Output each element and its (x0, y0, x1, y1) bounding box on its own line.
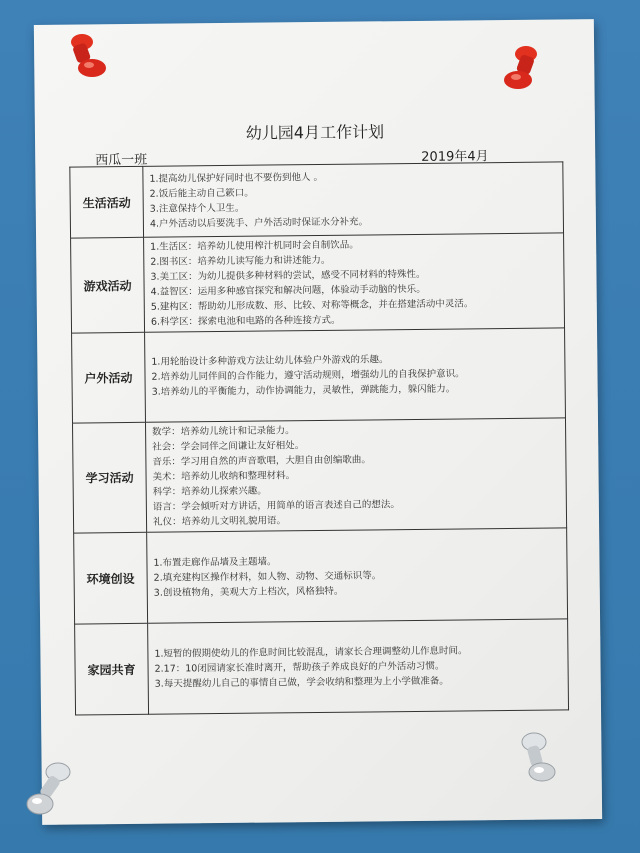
content-cell (145, 418, 566, 532)
plan-line: 2.培养幼儿同伴间的合作能力，遵守活动规则，增强幼儿的自我保护意识。 (151, 368, 465, 383)
paper-sheet (34, 19, 602, 825)
plan-line: 3.注意保持个人卫生。 (149, 202, 245, 215)
red-pushpin-icon (498, 42, 548, 94)
category-cell: 家园共育 (75, 623, 149, 715)
plan-line: 1.布置走廊作品墙及主题墙。 (153, 555, 277, 569)
table-row (74, 528, 568, 624)
table-row (75, 619, 569, 715)
table-row (72, 418, 566, 533)
plan-line: 美术：培养幼儿收纳和整理材料。 (152, 470, 296, 483)
plan-line: 4.益智区：运用多种感官探究和解决问题，体验动手动脑的快乐。 (150, 283, 426, 298)
category-cell: 学习活动 (72, 422, 146, 533)
plan-line: 数学：培养幼儿统计和记录能力。 (152, 425, 295, 438)
red-pushpin-icon (62, 30, 112, 82)
plan-line: 社会：学会同伴之间谦让友好相处。 (152, 440, 305, 453)
table-row (71, 233, 565, 333)
category-cell: 环境创设 (74, 532, 148, 624)
content-cell (147, 528, 568, 623)
plan-line: 1.提高幼儿保护好同时也不要伤到他人 。 (149, 171, 324, 185)
document-title: 幼儿园4月工作计划 (245, 122, 385, 143)
plan-line: 音乐：学习用自然的声音歌唱，大胆自由创编歌曲。 (152, 454, 371, 468)
plan-line: 科学：培养幼儿探索兴趣。 (152, 485, 267, 498)
plan-line: 2.填充建构区操作材料，如人物、动物、交通标识等。 (153, 569, 382, 584)
content-cell (145, 328, 566, 422)
silver-pushpin-icon (22, 758, 78, 820)
plan-line: 语言：学会倾听对方讲话，用简单的语言表述自己的想法。 (152, 499, 400, 513)
plan-line: 3.创设植物角，美观大方上档次，风格独特。 (153, 585, 344, 599)
plan-line: 2.饭后能主动自己簌口。 (149, 187, 254, 200)
plan-table (69, 161, 569, 715)
silver-pushpin-icon (514, 728, 562, 784)
plan-line: 6.科学区：探索电池和电路的各种连接方式。 (150, 314, 341, 328)
plan-line: 3.培养幼儿的平衡能力，动作协调能力，灵敏性，弹跳能力，躲闪能力。 (151, 383, 456, 398)
plan-line: 1.生活区：培养幼儿使用榨汁机同时会自制饮品。 (150, 239, 359, 253)
plan-line: 1.短暂的假期使幼儿的作息时间比较混乱，请家长合理调整幼儿作息时间。 (154, 644, 468, 660)
plan-line: 2.17：10闭园请家长准时离开，帮助孩子养成良好的户外活动习惯。 (154, 660, 445, 675)
plan-line: 2.图书区：培养幼儿读写能力和讲述能力。 (150, 254, 331, 268)
content-cell (144, 233, 565, 332)
plan-line: 1.用轮胎设计多种游戏方法让幼儿体验户外游戏的乐趣。 (151, 354, 389, 368)
plan-line: 3.每天提醒幼儿自己的事情自己做，学会收纳和整理为上小学做准备。 (154, 675, 449, 690)
class-name: 西瓜一班 (95, 152, 148, 169)
plan-date: 2019年4月 (421, 149, 489, 165)
category-cell: 游戏活动 (71, 237, 145, 333)
plan-line: 4.户外活动以后要洗手、户外活动时保证水分补充。 (149, 216, 369, 230)
plan-line: 3.美工区：为幼儿提供多种材料的尝试，感受不同材料的特殊性。 (150, 268, 426, 283)
content-cell (143, 162, 564, 237)
plan-line: 礼仪：培养幼儿文明礼貌用语。 (152, 515, 287, 528)
plan-line: 5.建构区：帮助幼儿形成数、形、比较、对称等概念，并在搭建活动中灵活。 (150, 298, 474, 313)
category-cell: 户外活动 (72, 332, 146, 423)
content-cell (148, 619, 569, 714)
table-row (70, 162, 564, 238)
table-row (72, 328, 566, 423)
category-cell: 生活活动 (70, 166, 144, 238)
